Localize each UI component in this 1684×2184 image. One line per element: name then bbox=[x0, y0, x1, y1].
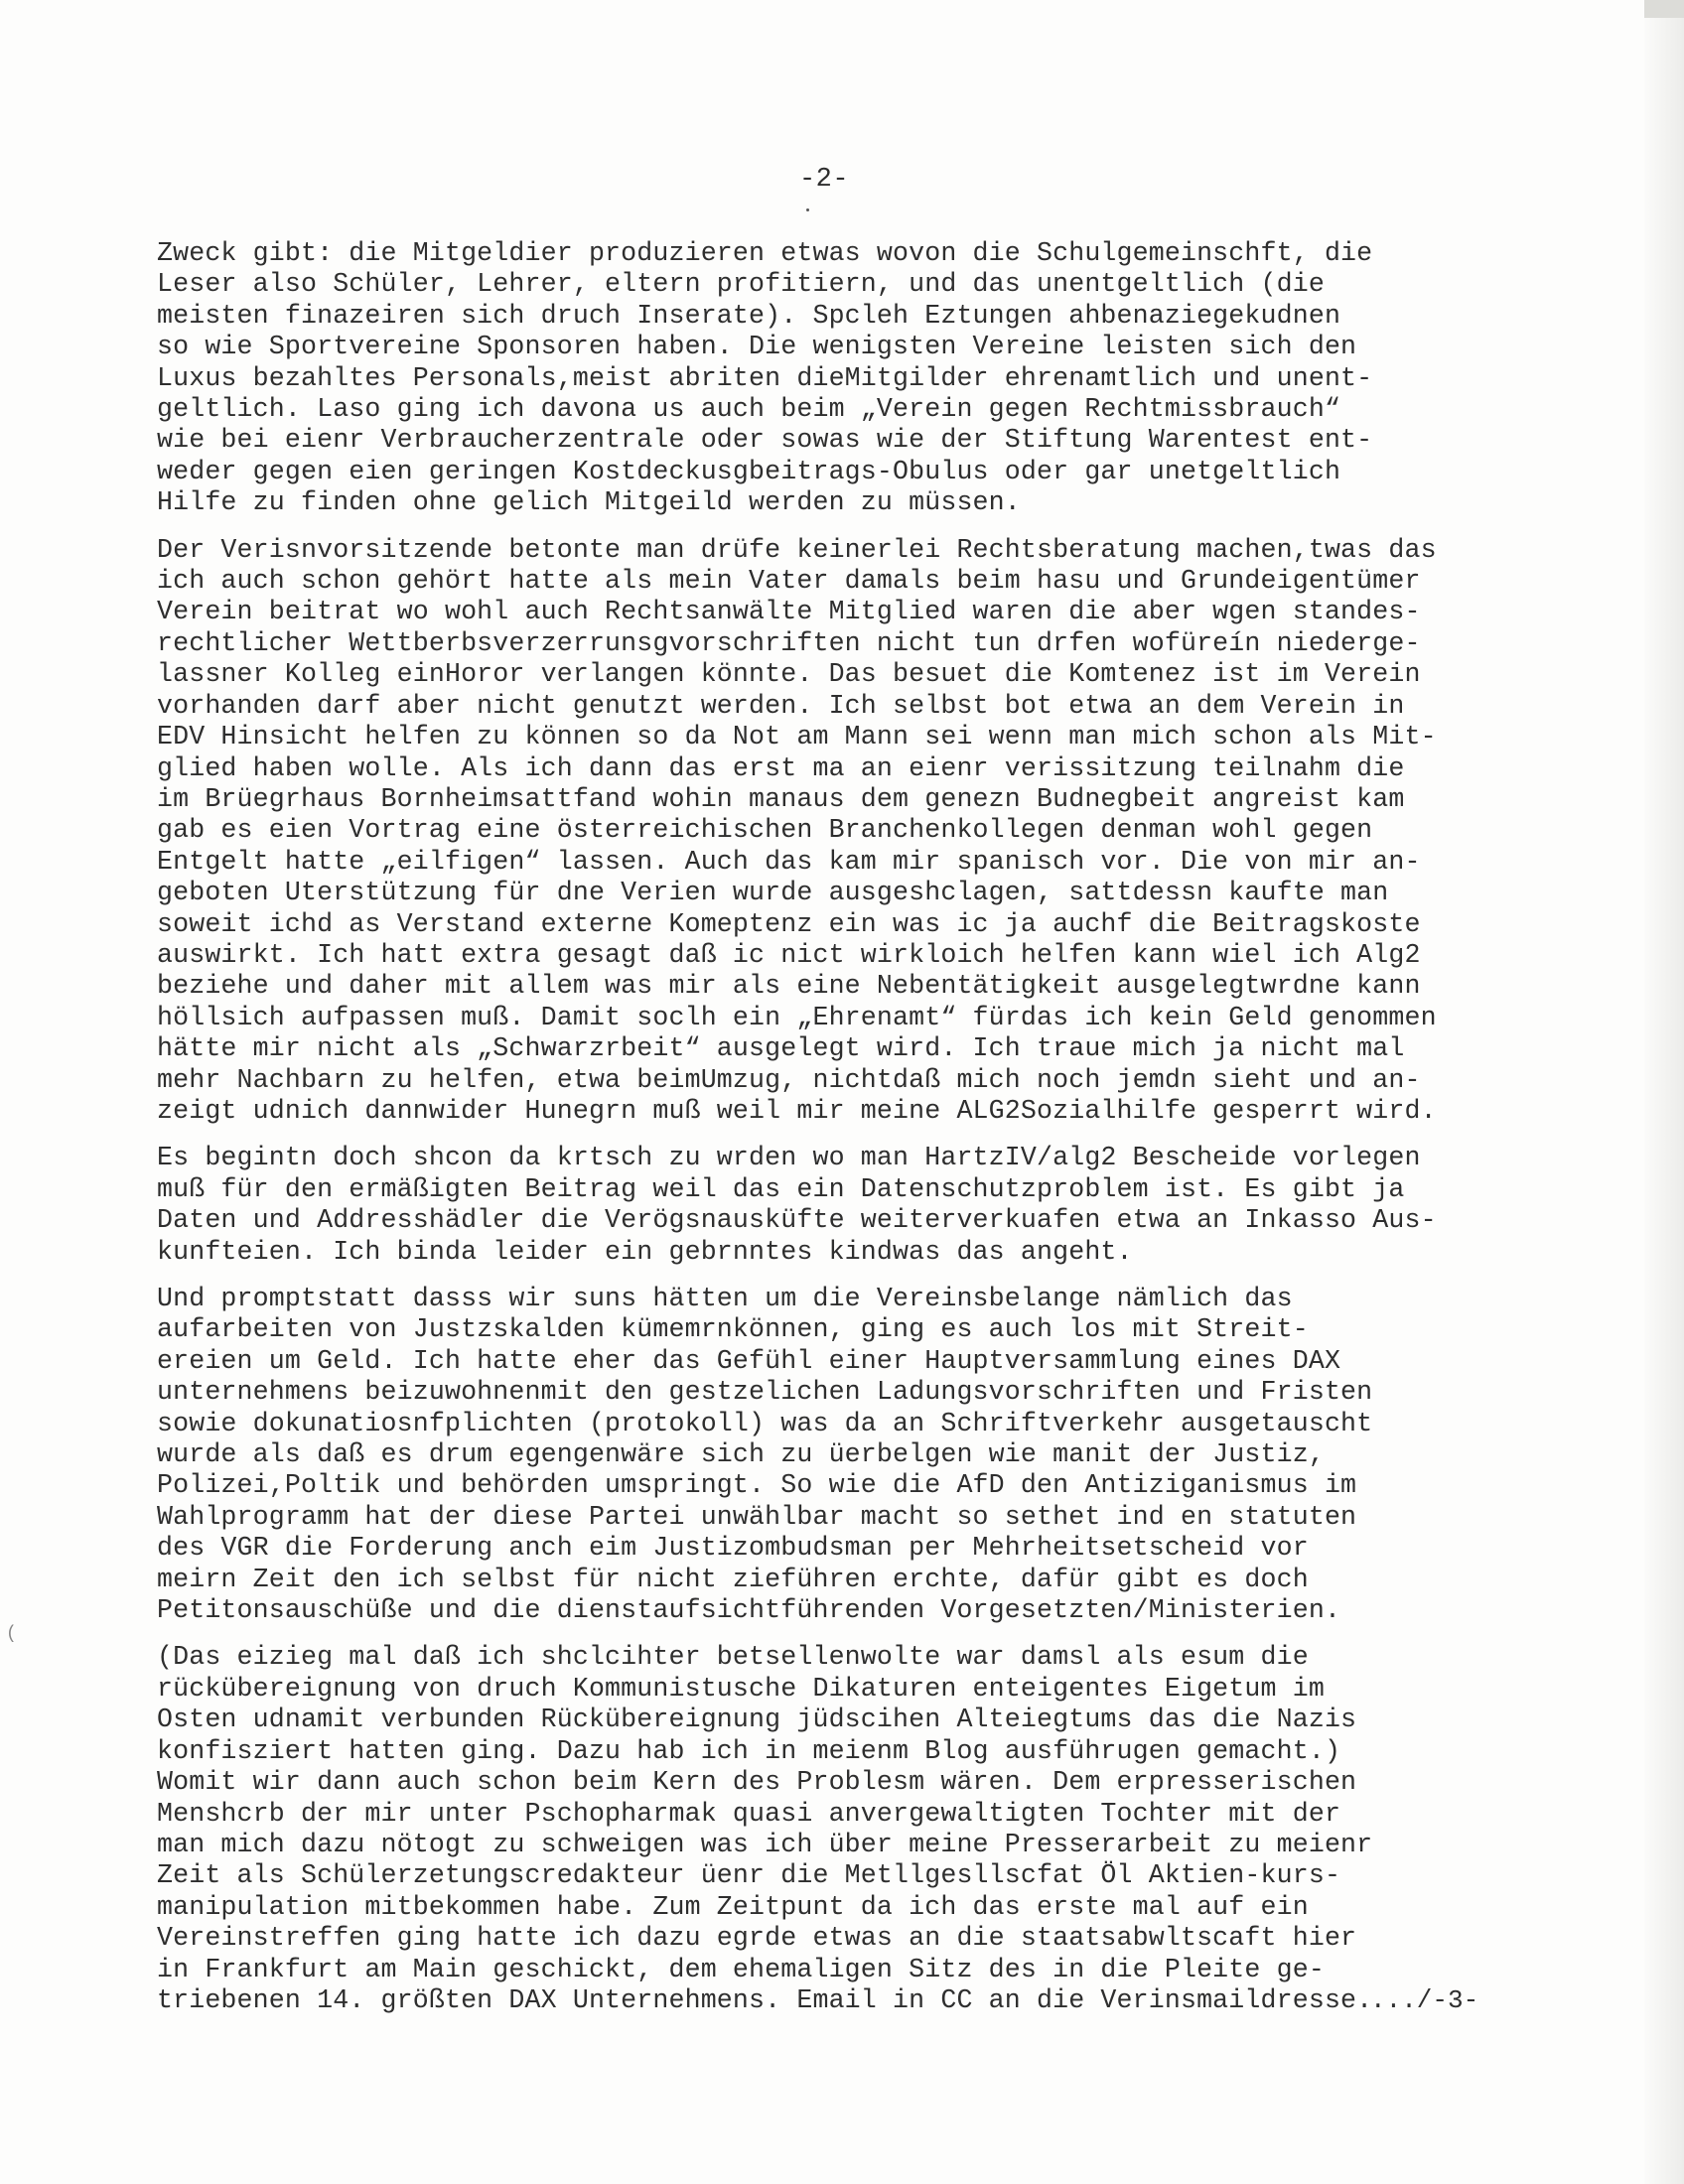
text-line: auswirkt. Ich hatt extra gesagt daß ic nict wirkloich helfen kann wiel ich Alg2 bbox=[157, 939, 1421, 970]
text-line: rückübereignung von druch Kommunistusche Dikaturen enteigentes Eigetum im bbox=[157, 1673, 1325, 1704]
text-line: mehr Nachbarn zu helfen, etwa beimUmzug, nichtdaß mich noch jemdn sieht und an- bbox=[157, 1064, 1421, 1095]
text-line: so wie Sportvereine Sponsoren haben. Die wenigsten Vereine leisten sich den bbox=[157, 332, 1357, 362]
text-line: soweit ichd as Verstand externe Komeptenz ein was ic ja auchf die Beitragskoste bbox=[157, 908, 1421, 939]
text-line: man mich dazu nötogt zu schweigen was ich über meine Presserarbeit zu meienr bbox=[157, 1829, 1373, 1859]
text-line: aufarbeiten von Justzskalden kümemrnkönnen, ging es auch los mit Streit- bbox=[157, 1314, 1309, 1345]
text-line: wie bei eienr Verbraucherzentrale oder sowas wie der Stiftung Warentest ent- bbox=[157, 425, 1373, 456]
text-line: hätte mir nicht als „Schwarzrbeit“ ausgelegt wird. Ich traue mich ja nicht mal bbox=[157, 1033, 1405, 1064]
text-line: rechtlicher Wettberbsverzerrunsgvorschriften nicht tun drfen wofüreín niederge- bbox=[157, 627, 1421, 658]
paper-edge-shadow bbox=[1644, 0, 1684, 18]
text-line: vorhanden darf aber nicht genutzt werden. Ich selbst bot etwa an dem Verein in bbox=[157, 690, 1405, 721]
text-line: Womit wir dann auch schon beim Kern des Problesm wären. Dem erpresserischen bbox=[157, 1767, 1357, 1798]
text-line: meisten finazeiren sich druch Inserate). Spcleh Eztungen ahbenaziegekudnen bbox=[157, 300, 1341, 331]
text-line: Wahlprogramm hat der diese Partei unwählbar macht so sethet ind en statuten bbox=[157, 1501, 1357, 1532]
text-line: Vereinstreffen ging hatte ich dazu egrde etwas an die staatsabwltscaft hier bbox=[157, 1923, 1357, 1954]
text-line: sowie dokunatiosnfplichten (protokoll) was da an Schriftverkehr ausgetauscht bbox=[157, 1408, 1373, 1438]
text-line: geboten Uterstützung für dne Verien wurde ausgeshclagen, sattdessn kaufte man bbox=[157, 878, 1389, 908]
text-line: Osten udnamit verbunden Rückübereignung jüdscihen Alteiegtums das die Nazis bbox=[157, 1705, 1357, 1735]
text-line: glied haben wolle. Als ich dann das erst ma an eienr verissitzung teilnahm die bbox=[157, 752, 1405, 783]
text-line: Es begintn doch shcon da krtsch zu wrden wo man HartzIV/alg2 Bescheide vorlegen bbox=[157, 1143, 1421, 1173]
text-line: geltlich. Laso ging ich davona us auch beim „Verein gegen Rechtmissbrauch“ bbox=[157, 394, 1341, 425]
text-line: Und promptstatt dasss wir suns hätten um die Vereinsbelange nämlich das bbox=[157, 1284, 1293, 1313]
text-line: konfisziert hatten ging. Dazu hab ich in meienm Blog ausführugen gemacht.) bbox=[157, 1735, 1341, 1766]
text-line: EDV Hinsicht helfen zu können so da Not am Mann sei wenn man mich schon als Mit- bbox=[157, 722, 1437, 752]
text-line: triebenen 14. größten DAX Unternehmens. Email in CC an die Verinsmaildresse. bbox=[157, 1984, 1373, 2015]
text-line: kunfteien. Ich binda leider ein gebrnntes kindwas das angeht. bbox=[157, 1236, 1133, 1267]
continuation-marker: .../-3- bbox=[1370, 1985, 1479, 2015]
text-line: Luxus bezahltes Personals,meist abriten dieMitgilder ehrenamtlich und unent- bbox=[157, 362, 1373, 393]
text-line: wurde als daß es drum egengenwäre sich zu üerbelgen wie manit der Justiz, bbox=[157, 1439, 1325, 1470]
text-line: Leser also Schüler, Lehrer, eltern profitiern, und das unentgeltlich (die bbox=[157, 269, 1325, 300]
paragraph bbox=[157, 1642, 1487, 2016]
text-line: Verein beitrat wo wohl auch Rechtsanwälte Mitglied waren die aber wgen standes- bbox=[157, 597, 1421, 627]
text-line: zeigt udnich dannwider Hunegrn muß weil mir meine ALG2Sozialhilfe gesperrt wird. bbox=[157, 1095, 1437, 1126]
text-line: höllsich aufpassen muß. Damit soclh ein „Ehrenamt“ fürdas ich kein Geld genommen bbox=[157, 1002, 1437, 1032]
text-line: unternehmens beizuwohnenmit den gestzelichen Ladungsvorschriften und Fristen bbox=[157, 1377, 1373, 1408]
page-number: -2- bbox=[798, 165, 850, 195]
text-line: ich auch schon gehört hatte als mein Vater damals beim hasu und Grundeigentümer bbox=[157, 566, 1421, 597]
text-line: muß für den ermäßigten Beitrag weil das ein Datenschutzproblem ist. Es gibt ja bbox=[157, 1173, 1405, 1204]
paragraph bbox=[157, 535, 1487, 1128]
text-line: ereien um Geld. Ich hatte eher das Gefühl einer Hauptversammlung eines DAX bbox=[157, 1345, 1341, 1376]
text-line: Der Verisnvorsitzende betonte man drüfe keinerlei Rechtsberatung machen,twas das bbox=[157, 534, 1437, 565]
text-line: des VGR die Forderung anch eim Justizombudsman per Mehrheitsetscheid vor bbox=[157, 1533, 1309, 1564]
text-line: manipulation mitbekommen habe. Zum Zeitpunt da ich das erste mal auf ein bbox=[157, 1891, 1309, 1922]
paragraph bbox=[157, 238, 1487, 519]
text-line: Petitonsauschüße und die dienstaufsichtführenden Vorgesetzten/Ministerien. bbox=[157, 1595, 1341, 1626]
body-text bbox=[157, 238, 1487, 2016]
text-line: (Das eizieg mal daß ich shclcihter betsellenwolte war damsl als esum die bbox=[157, 1642, 1309, 1673]
text-line: Zweck gibt: die Mitgeldier produzieren etwas wovon die Schulgemeinschft, die bbox=[157, 238, 1373, 268]
text-line: Entgelt hatte „eilfigen“ lassen. Auch das kam mir spanisch vor. Die von mir an- bbox=[157, 846, 1421, 877]
paragraph bbox=[157, 1143, 1487, 1268]
text-line: beziehe und daher mit allem was mir als eine Nebentätigkeit ausgelegtwrdne kann bbox=[157, 971, 1421, 1002]
text-line: Menshcrb der mir unter Pschopharmak quasi anvergewaltigten Tochter mit der bbox=[157, 1798, 1341, 1829]
text-line: Polizei,Poltik und behörden umspringt. So wie die AfD den Antiziganismus im bbox=[157, 1470, 1357, 1501]
text-line: Hilfe zu finden ohne gelich Mitgeild werden zu müssen. bbox=[157, 487, 1021, 518]
text-line: in Frankfurt am Main geschickt, dem ehemaligen Sitz des in die Pleite ge- bbox=[157, 1954, 1325, 1984]
ink-dot bbox=[806, 208, 809, 211]
text-line: meirn Zeit den ich selbst für nicht zieführen erchte, dafür gibt es doch bbox=[157, 1564, 1309, 1594]
text-line: gab es eien Vortrag eine österreichischen Branchenkollegen denman wohl gegen bbox=[157, 815, 1373, 846]
margin-mark: ( bbox=[6, 1624, 17, 1644]
paper-edge bbox=[1644, 0, 1684, 2184]
text-line: lassner Kolleg einHoror verlangen könnte. Das besuet die Komtenez ist im Verein bbox=[157, 659, 1421, 690]
text-line: Zeit als Schülerzetungscredakteur üenr die Metllgesllscfat Öl Aktien-kurs- bbox=[157, 1860, 1341, 1891]
paragraph bbox=[157, 1284, 1487, 1626]
text-line: Daten und Addresshädler die Verögsnausküfte weiterverkuafen etwa an Inkasso Aus- bbox=[157, 1205, 1437, 1236]
text-line: im Brüegrhaus Bornheimsattfand wohin manaus dem genezn Budnegbeit angreist kam bbox=[157, 783, 1405, 814]
text-line: weder gegen eien geringen Kostdeckusgbeitrags-Obulus oder gar unetgeltlich bbox=[157, 456, 1341, 486]
